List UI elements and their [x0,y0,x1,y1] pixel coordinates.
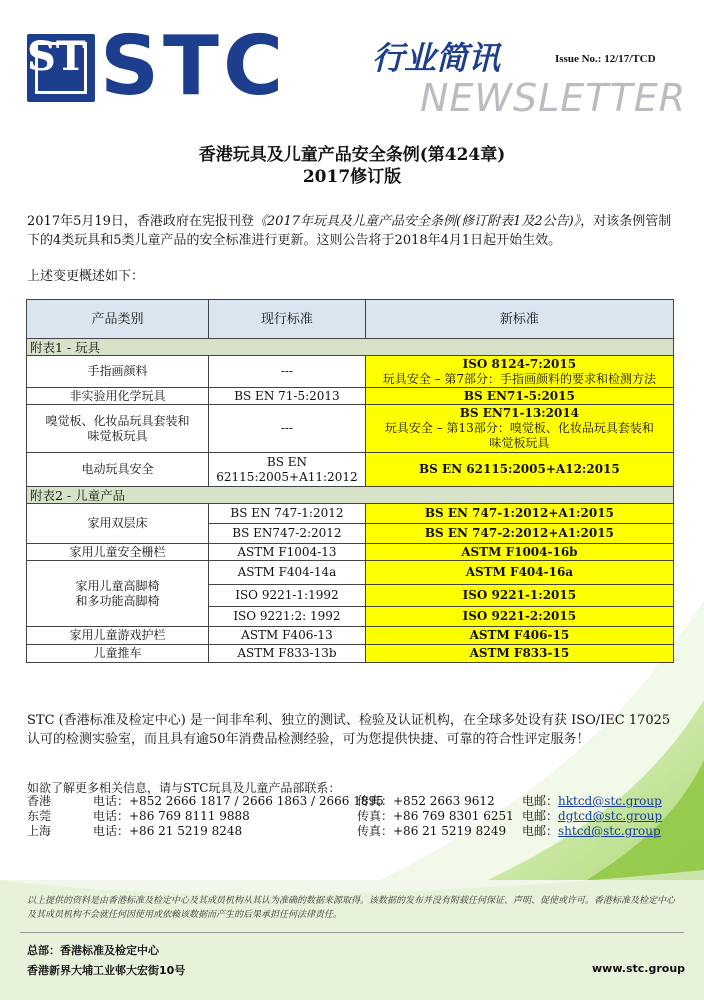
table-header-row [27,300,674,339]
hq-address: 香港新界大埔工业邨大宏街10号 [27,964,186,977]
table-row: 电动玩具安全 BS EN 62115:2005+A11:2012 BS EN 62115:2005+A12:2015 [27,453,674,487]
table-row: BS EN747-2:2012 BS EN 747-2:2012+A1:2015 [27,524,674,544]
disclaimer: 以上提供的资料是由香港标准及检定中心及其成员机构从其认为准确的数据来源取得。该数据的发布并没有附载任何保证、声明、促使或许可。香港标准及检定中心及其成员机构不会就任何因使用或依赖该数据而产生的后果承担任何法律责任。 [27,896,676,920]
brand-name: STC [100,19,288,114]
standards-table [26,299,674,663]
stc-logo-icon [27,34,95,102]
logo-glyph: ST [27,33,86,80]
col-header-new: 新标准 [365,300,673,339]
table-row: 家用儿童高脚椅 和多功能高脚椅 ASTM F404-14a ASTM F404-16a [27,561,674,585]
section-children-products: 附表2 - 儿童产品 [27,487,674,504]
table-row: 家用儿童游戏护栏 ASTM F406-13 ASTM F406-15 [27,627,674,645]
table-row: 手指画颜料 --- ISO 8124-7:2015 玩具安全 – 第7部分：手指画颜料的要求和检测方法 [27,356,674,388]
page-title: 香港玩具及儿童产品安全条例(第424章) [198,145,506,165]
col-header-category: 产品类别 [27,300,209,339]
table-row: 家用儿童安全栅栏 ASTM F1004-13 ASTM F1004-16b [27,544,674,561]
email-link-hk[interactable]: hktcd@stc.group [558,794,662,808]
footer-divider [20,932,684,933]
table-row: 非实验用化学玩具 BS EN 71-5:2013 BS EN71-5:2015 [27,388,674,405]
intro-paragraph: 2017年5月19日，香港政府在宪报刊登《2017年玩具及儿童产品安全条例(修订附表1及2公告)》，对该条例管制下的4类玩具和5类儿童产品的安全标准进行更新。这则公告将于2018年4月1日起开始生效。 [27,214,672,248]
contact-intro: 如欲了解更多相关信息，请与STC玩具及儿童产品部联系： [27,781,341,795]
col-header-current: 现行标准 [209,300,366,339]
issue-number: Issue No.: 12/17/TCD [555,53,656,65]
email-link-sh[interactable]: shtcd@stc.group [558,824,661,838]
hq-label: 总部：香港标准及检定中心 [27,944,159,957]
page-subtitle: 2017修订版 [302,167,402,187]
email-link-dg[interactable]: dgtcd@stc.group [558,809,663,823]
website-link[interactable]: www.stc.group [592,962,686,975]
stc-description: STC (香港标准及检定中心) 是一间非牟利、独立的测试、检验及认证机构，在全球多处设有获 ISO/IEC 17025 认可的检测实验室，而且具有逾50年消费品检测经验，可为您提供快捷、可靠的符合性评定服务！ [27,713,671,747]
table-row: ISO 9221-1:1992 ISO 9221-1:2015 [27,585,674,607]
table-row: 家用双层床 BS EN 747-1:2012 BS EN 747-1:2012+A1:2015 [27,504,674,524]
section-toys: 附表1 - 玩具 [27,339,674,356]
table-row: ISO 9221:2: 1992 ISO 9221-2:2015 [27,607,674,627]
intro-notice-title: 《2017年玩具及儿童产品安全条例(修订附表1及2公告)》 [253,214,581,229]
table-row: 嗅觉板、化妆品玩具套装和 味觉板玩具 --- BS EN71-13:2014 玩具安全 – 第13部分：嗅觉板、化妆品玩具套装和 味觉板玩具 [27,405,674,453]
summary-label: 上述变更概述如下： [27,269,145,284]
table-row: 儿童推车 ASTM F833-13b ASTM F833-15 [27,645,674,663]
newsletter-en-title: NEWSLETTER [420,76,687,120]
newsletter-cn-title: 行业简讯 [372,39,501,77]
